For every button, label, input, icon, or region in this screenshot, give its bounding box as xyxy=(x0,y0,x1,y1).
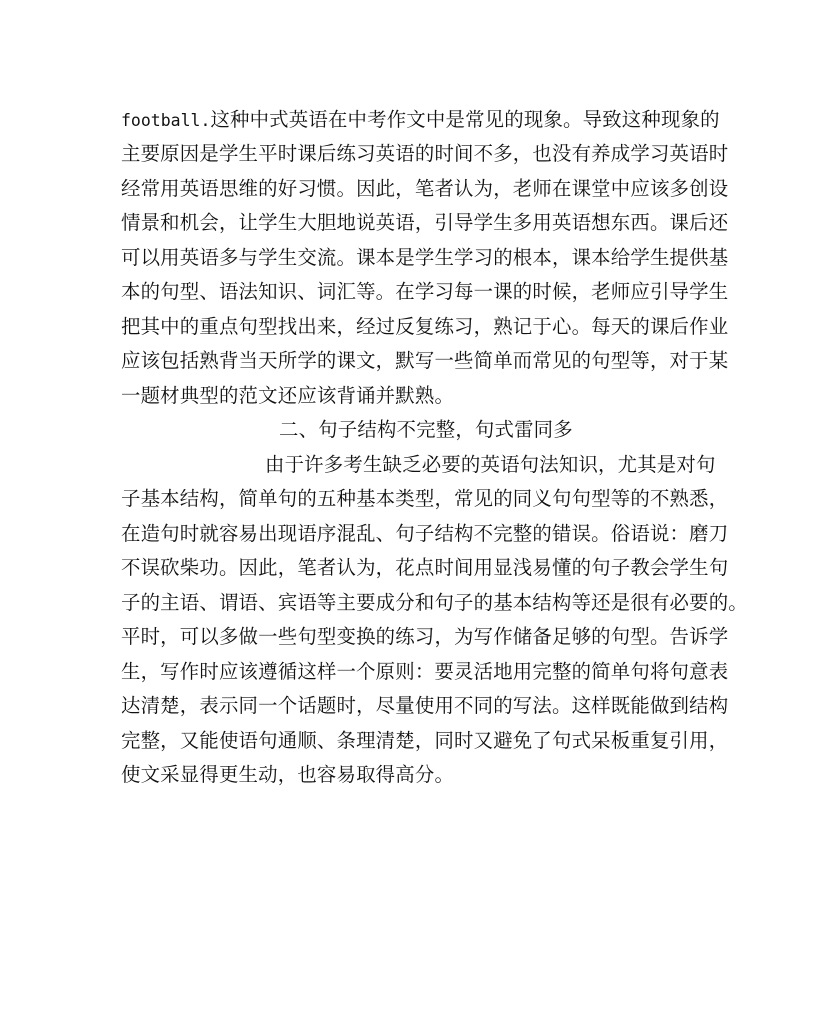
paragraph1-line-3: 经常用英语思维的好习惯。因此，笔者认为，老师在课堂中应该多创设 xyxy=(121,177,729,200)
paragraph2-line-9: 完整，又能使语句通顺、条理清楚，同时又避免了句式呆板重复引用， xyxy=(121,729,729,752)
paragraph2-line-6: 平时，可以多做一些句型变换的练习，为写作储备足够的句型。告诉学 xyxy=(121,625,729,648)
paragraph1-line-9: 一题材典型的范文还应该背诵并默熟。 xyxy=(121,384,455,407)
paragraph1-line-4: 情景和机会，让学生大胆地说英语，引导学生多用英语想东西。课后还 xyxy=(121,211,729,234)
english-word: football. xyxy=(121,111,211,130)
paragraph2-line-2: 子基本结构，简单句的五种基本类型，常见的同义句句型等的不熟悉， xyxy=(121,487,729,510)
paragraph2-line-8: 达清楚，表示同一个话题时，尽量使用不同的写法。这样既能做到结构 xyxy=(121,694,729,717)
paragraph2-line-7: 生，写作时应该遵循这样一个原则：要灵活地用完整的简单句将句意表 xyxy=(121,660,729,683)
paragraph2-line-5: 子的主语、谓语、宾语等主要成分和句子的基本结构等还是很有必要的。 xyxy=(121,591,748,614)
paragraph2-line-10: 使文采显得更生动，也容易取得高分。 xyxy=(121,763,455,786)
paragraph1-line-8: 应该包括熟背当天所学的课文，默写一些简单而常见的句型等，对于某 xyxy=(121,349,729,372)
paragraph2-line-1: 由于许多考生缺乏必要的英语句法知识，尤其是对句 xyxy=(265,453,716,476)
paragraph1-line-1-text: 这种中式英语在中考作文中是常见的现象。导致这种现象的 xyxy=(210,108,720,131)
paragraph1-line-7: 把其中的重点句型找出来，经过反复练习，熟记于心。每天的课后作业 xyxy=(121,315,729,338)
paragraph2-line-4: 不误砍柴功。因此，笔者认为，花点时间用显浅易懂的句子教会学生句 xyxy=(121,556,729,579)
paragraph1-line-1 xyxy=(121,108,720,132)
paragraph1-line-5: 可以用英语多与学生交流。课本是学生学习的根本，课本给学生提供基 xyxy=(121,246,729,269)
paragraph2-line-3: 在造句时就容易出现语序混乱、句子结构不完整的错误。俗语说：磨刀 xyxy=(121,522,729,545)
section-heading: 二、句子结构不完整，句式雷同多 xyxy=(279,418,573,441)
paragraph1-line-6: 本的句型、语法知识、词汇等。在学习每一课的时候，老师应引导学生 xyxy=(121,280,729,303)
paragraph1-line-2: 主要原因是学生平时课后练习英语的时间不多，也没有养成学习英语时 xyxy=(121,142,729,165)
